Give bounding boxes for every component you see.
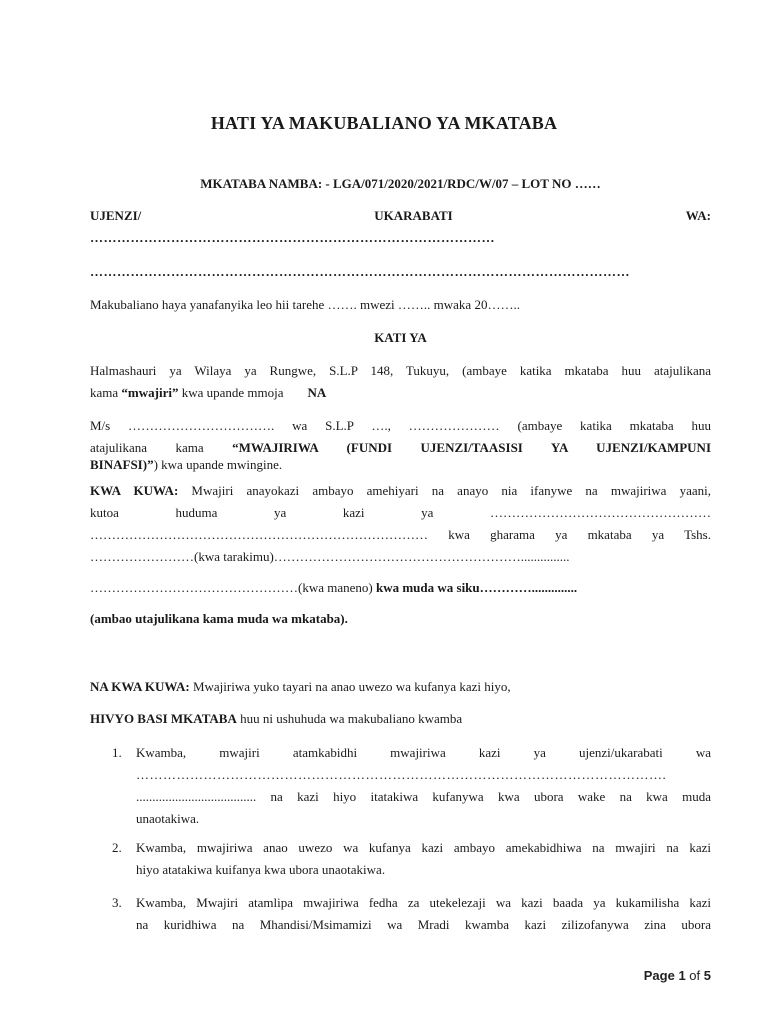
contractor-line-1: M/s ……………………………. wa S.L.P …., ………………… (ambaye katika mkataba huu: [90, 418, 711, 433]
whereas-line-4: ……………………(kwa tarakimu)…………………………………………………...............: [90, 549, 570, 564]
clause-1-line-4: unaotakiwa.: [136, 811, 200, 826]
whereas2-text: Mwajiriwa yuko tayari na anao uwezo wa kufanya kazi hiyo,: [189, 679, 511, 694]
clause-1-line-1: Kwamba, mwajiri atamkabidhi mwajiriwa kazi ya ujenzi/ukarabati wa: [136, 745, 711, 760]
therefore-paragraph: [90, 708, 711, 730]
whereas-label: KWA KUWA:: [90, 483, 179, 498]
employer-side: kwa upande mmoja: [178, 385, 284, 400]
contract-number: MKATABA NAMBA: - LGA/071/2020/2021/RDC/W/07 – LOT NO ……: [200, 176, 601, 191]
ujenzi-heading: [90, 205, 711, 249]
ujenzi-word: UJENZI/: [90, 208, 142, 223]
contractor-kama: atajulikana kama: [90, 440, 233, 455]
clause-text: [136, 837, 711, 881]
contractor-paragraph: [90, 415, 711, 476]
employer-term: “mwajiri”: [121, 385, 179, 400]
clause-1: [112, 742, 711, 830]
whereas-line-2: kutoa huduma ya kazi ya ……………………………………………: [90, 505, 711, 520]
whereas-paragraph: [90, 480, 711, 568]
contract-period-note: (ambao utajulikana kama muda wa mkataba).: [90, 611, 348, 626]
wa-word: WA:: [685, 208, 711, 223]
page-total: 5: [703, 968, 711, 983]
whereas2-paragraph: [90, 676, 711, 698]
contractor-term-end: BINAFSI)”: [90, 457, 154, 472]
clause-3-line-1: Kwamba, Mwajiri atamlipa mwajiriwa fedha za utekelezaji wa kazi baada ya kukamilisha kazi: [136, 895, 711, 910]
ukarabati-word: UKARABATI: [374, 208, 453, 223]
contract-period-line: [90, 577, 711, 599]
ujenzi-dots-line-1: ………………………………………………………………………………: [90, 230, 495, 245]
whereas-line-1: [90, 480, 711, 502]
clause-text: [136, 892, 711, 936]
whereas-line-3: …………………………………………………………………… kwa gharama ya mkataba ya Tshs.: [90, 527, 711, 542]
na-word: NA: [307, 385, 327, 400]
therefore-text: huu ni ushuhuda wa makubaliano kwamba: [236, 711, 463, 726]
clause-2-line-2: hiyo atatakiwa kuifanya kwa ubora unaotakiwa.: [136, 862, 386, 877]
page-current: 1: [678, 968, 686, 983]
page-of: of: [689, 968, 701, 983]
clause-1-line-2: ……………………………………………………………………………………………………….: [136, 767, 667, 782]
between-heading: KATI YA: [374, 330, 427, 345]
employer-paragraph: [90, 360, 711, 404]
clause-1-line-3: ..................................... na kazi hiyo itatakiwa kufanywa kwa ubora wake na kwa muda: [136, 789, 711, 804]
therefore-label: HIVYO BASI MKATABA: [90, 711, 237, 726]
whereas-text: Mwajiri anayokazi ambayo amehiyari na anayo nia ifanywe na mwajiriwa yaani,: [178, 483, 711, 498]
ujenzi-dots-line-2: …………………………………………………………………………………………………………: [90, 264, 630, 279]
employer-line-1: Halmashauri ya Wilaya ya Rungwe, S.L.P 148, Tukuyu, (ambaye katika mkataba huu atajulikana: [90, 363, 711, 378]
clause-2-line-1: Kwamba, mwajiriwa anao uwezo wa kufanya kazi ambayo amekabidhiwa na mwajiri na kazi: [136, 840, 711, 855]
clause-2: [112, 837, 711, 881]
contractor-term: “MWAJIRIWA (FUNDI UJENZI/TAASISI YA UJENZI/KAMPUNI: [232, 440, 712, 455]
document-title: HATI YA MAKUBALIANO YA MKATABA: [210, 113, 558, 133]
amount-in-words: …………………………………………(kwa maneno): [90, 580, 376, 595]
clause-number: 2.: [112, 840, 122, 855]
page-word: Page: [643, 968, 675, 983]
clause-text: [136, 742, 711, 830]
clause-number: 1.: [112, 745, 122, 760]
days-duration: kwa muda wa siku…………..............: [375, 580, 578, 595]
page-number: [644, 968, 711, 983]
employer-line-2: [90, 382, 711, 404]
clause-number: 3.: [112, 895, 122, 910]
contractor-side: ) kwa upande mwingine.: [153, 457, 283, 472]
clause-3-line-2: na kuridhiwa na Mhandisi/Msimamizi wa Mradi kwamba kazi zilizofanywa zina ubora: [136, 917, 711, 932]
employer-kama: kama: [90, 385, 122, 400]
agreement-date: Makubaliano haya yanafanyika leo hii tarehe ……. mwezi …….. mwaka 20……..: [90, 297, 520, 312]
clause-3: [112, 892, 711, 936]
whereas2-label: NA KWA KUWA:: [90, 679, 190, 694]
